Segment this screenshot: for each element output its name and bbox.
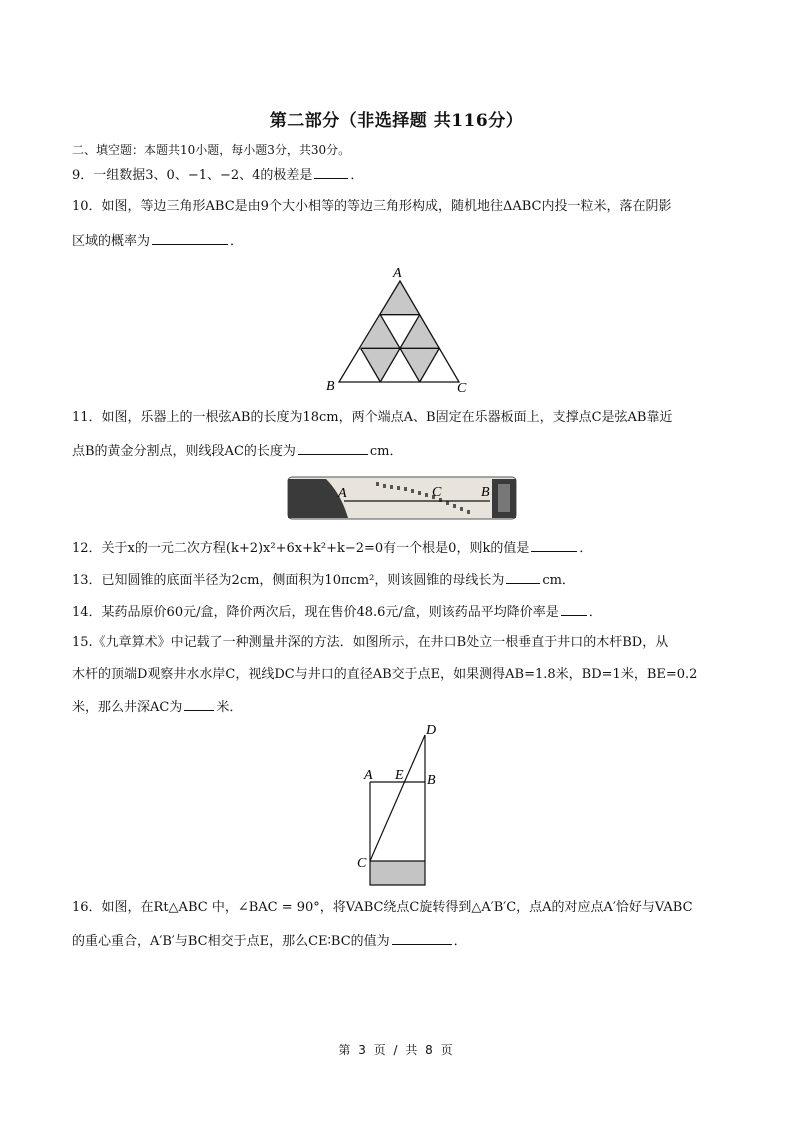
question-10-line1: 10．如图，等边三角形ABC是由9个大小相等的等边三角形构成，随机地往ΔABC内投一粒米，落在阴影 [72, 199, 672, 214]
question-15-text: 米，那么井深AC为 [72, 700, 183, 715]
question-12-end: ． [579, 541, 593, 556]
label-a: A [393, 266, 402, 281]
page-footer: 第 3 页 / 共 8 页 [338, 1043, 455, 1057]
question-16-text: 的重心重合，A′B′与BC相交于点E，那么CE∶BC的值为 [72, 934, 390, 949]
question-13 [72, 570, 575, 590]
answer-blank-12[interactable] [531, 538, 577, 552]
question-11-end: cm． [369, 444, 403, 459]
question-12 [72, 538, 592, 558]
question-9-end: ． [350, 168, 364, 183]
svg-text:C: C [432, 485, 442, 500]
question-16-line1: 16．如图，在Rt△ABC 中，∠BAC = 90°，将VABC绕点C旋转得到△A′B′C，点A的对应点A′恰好与VABC [72, 900, 693, 915]
question-15-line3 [72, 697, 242, 717]
question-14-end: ． [588, 605, 602, 620]
question-15-line1: 15.《九章算术》中记载了一种测量井深的方法．如图所示，在井口B处立一根垂直于井口的木杆BD，从 [72, 635, 669, 650]
question-13-end: cm． [542, 573, 575, 588]
answer-blank-11[interactable] [298, 441, 368, 455]
answer-blank-16[interactable] [392, 931, 452, 945]
question-13-text: 13．已知圆锥的底面半径为2cm，侧面积为10πcm²，则该圆锥的母线长为 [72, 573, 505, 588]
svg-text:C: C [357, 856, 367, 871]
question-10-text: 区域的概率为 [72, 234, 151, 249]
question-10-line2 [72, 231, 243, 251]
svg-text:A: A [364, 768, 373, 783]
question-15-line2: 木杆的顶端D观察井水水岸C，视线DC与井口的直径AB交于点E，如果测得AB=1.8米，BD=1米，BE=0.2 [72, 667, 698, 682]
question-16-line2 [72, 931, 467, 951]
instructions: 二、填空题：本题共10小题，每小题3分，共30分。 [72, 143, 351, 157]
label-c: C [457, 381, 467, 396]
answer-blank-10[interactable] [152, 231, 228, 245]
instrument-figure [286, 474, 518, 522]
label-b: B [326, 379, 335, 394]
question-9-text: 9．一组数据3、0、−1、−2、4的极差是 [72, 168, 313, 183]
well-figure [340, 715, 460, 890]
svg-text:A: A [338, 486, 347, 501]
question-9 [72, 165, 363, 185]
question-14 [72, 602, 602, 622]
answer-blank-14[interactable] [561, 602, 587, 616]
question-11-text: 点B的黄金分割点，则线段AC的长度为 [72, 444, 296, 459]
question-11-line2 [72, 441, 403, 461]
answer-blank-9[interactable] [314, 165, 348, 179]
triangle-figure [320, 260, 480, 400]
svg-text:D: D [426, 723, 437, 738]
answer-blank-13[interactable] [506, 570, 540, 584]
question-14-text: 14．某药品原价60元/盒，降价两次后，现在售价48.6元/盒，则该药品平均降价率是 [72, 605, 559, 620]
svg-text:B: B [427, 773, 436, 788]
question-15-end: 米． [216, 700, 243, 715]
section-title: 第二部分（非选择题 共116分） [269, 111, 524, 131]
svg-text:E: E [395, 768, 404, 783]
question-16-end: ． [453, 934, 467, 949]
answer-blank-15[interactable] [184, 697, 214, 711]
question-10-end: ． [230, 234, 244, 249]
question-12-text: 12．关于x的一元二次方程(k+2)x²+6x+k²+k−2=0有一个根是0，则k的值是 [72, 541, 530, 556]
question-11-line1: 11．如图，乐器上的一根弦AB的长度为18cm，两个端点A、B固定在乐器板面上，支撑点C是弦AB靠近 [72, 410, 673, 425]
svg-text:B: B [481, 485, 490, 500]
